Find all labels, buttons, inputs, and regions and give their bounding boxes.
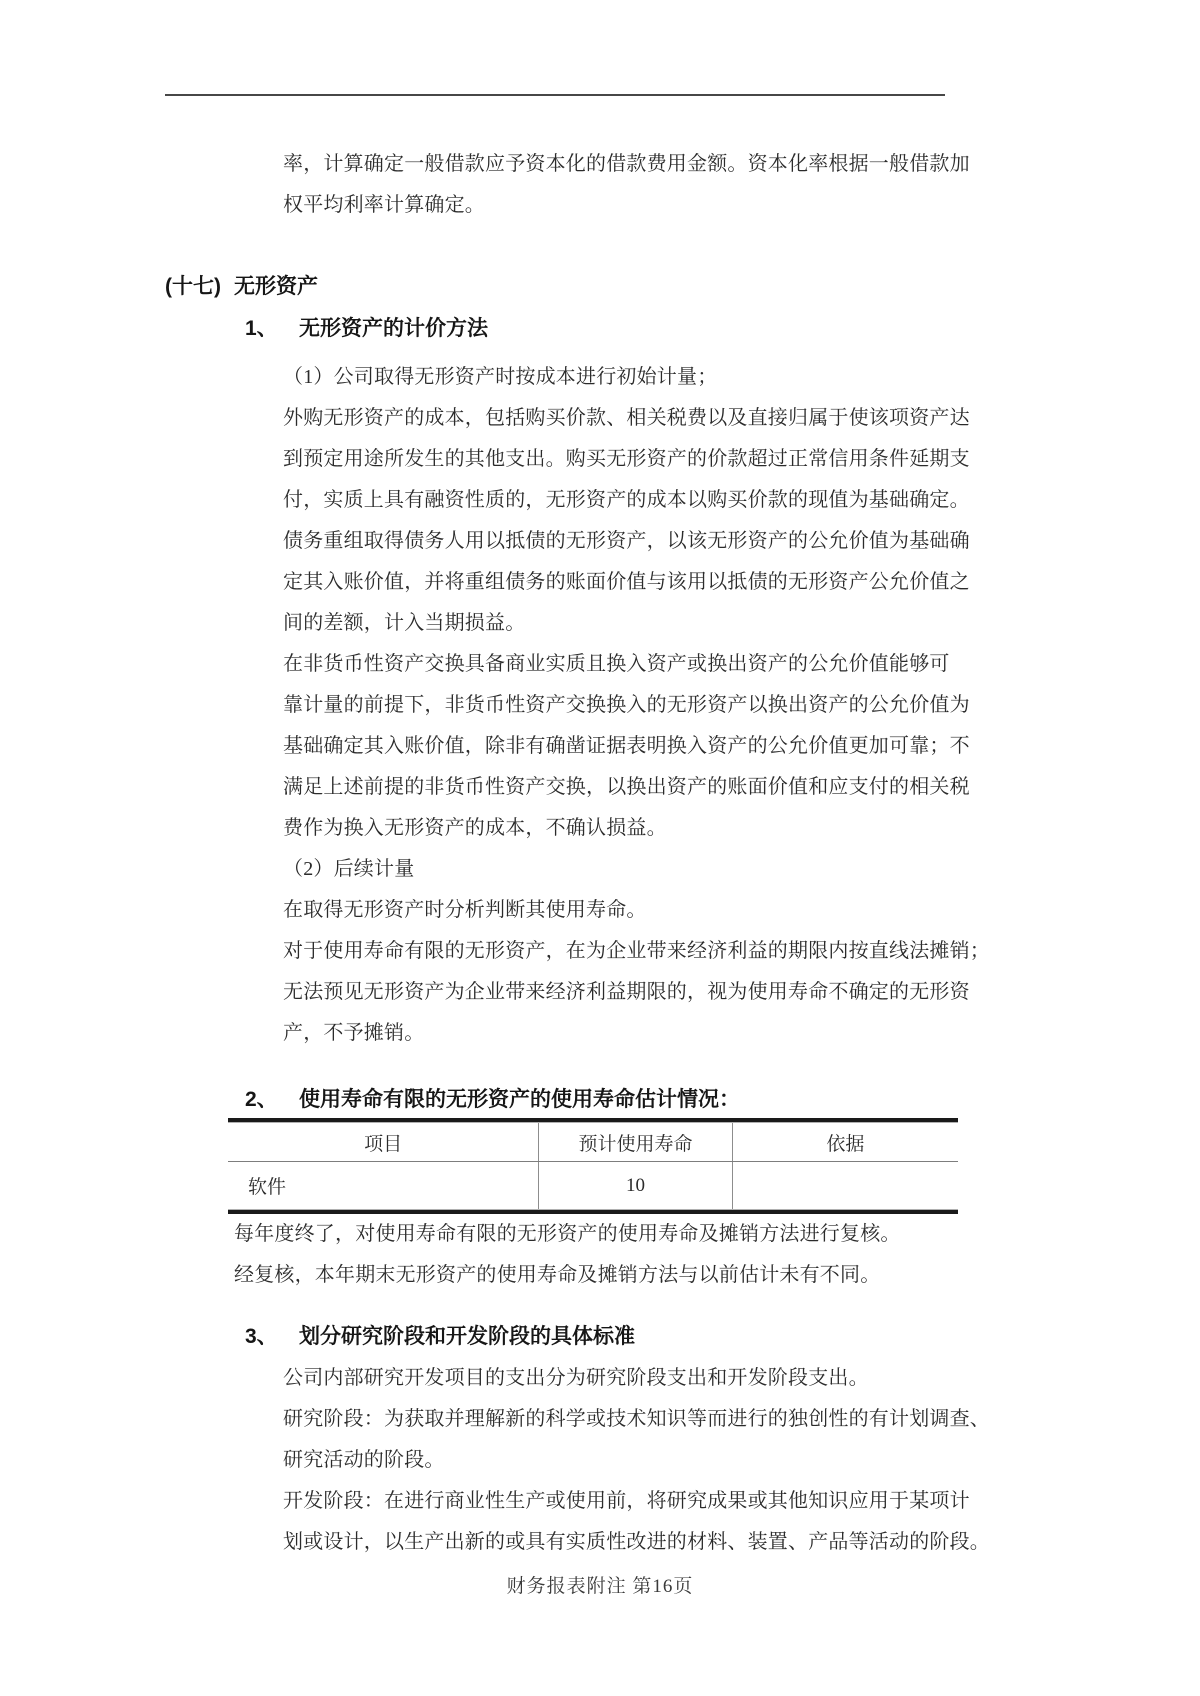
text-line: 研究阶段：为获取并理解新的科学或技术知识等而进行的独创性的有计划调查、 (283, 1408, 990, 1430)
text-line: 无法预见无形资产为企业带来经济利益期限的，视为使用寿命不确定的无形资 (283, 981, 970, 1003)
section-heading (165, 266, 318, 307)
subsection-3-title: 划分研究阶段和开发阶段的具体标准 (299, 1325, 635, 1348)
text-line: 债务重组取得债务人用以抵债的无形资产，以该无形资产的公允价值为基础确 (283, 530, 970, 552)
text-line: 对于使用寿命有限的无形资产，在为企业带来经济利益的期限内按直线法摊销； (283, 940, 990, 962)
table-header-row (228, 1122, 958, 1162)
subsection-2-number: 2、 (245, 1088, 278, 1111)
table-cell-life: 10 (538, 1162, 731, 1209)
subsection-1-heading (245, 308, 488, 349)
section-number: (十七) (165, 275, 221, 298)
page-footer: 财务报表附注 第16页 (506, 1576, 694, 1597)
subsection-1-title: 无形资产的计价方法 (299, 317, 488, 340)
text-line: 公司内部研究开发项目的支出分为研究阶段支出和开发阶段支出。 (283, 1367, 869, 1389)
table-header-item: 项目 (364, 1133, 403, 1155)
subsection-3-paragraph (283, 1358, 990, 1563)
text-line: 率，计算确定一般借款应予资本化的借款费用金额。资本化率根据一般借款加 (283, 153, 970, 175)
section-title: 无形资产 (234, 275, 318, 298)
text-line: 在非货币性资产交换具备商业实质且换入资产或换出资产的公允价值能够可 (283, 653, 950, 675)
text-line: 外购无形资产的成本，包括购买价款、相关税费以及直接归属于使该项资产达 (283, 407, 970, 429)
text-line: 满足上述前提的非货币性资产交换，以换出资产的账面价值和应支付的相关税 (283, 776, 970, 798)
text-line: 付，实质上具有融资性质的，无形资产的成本以购买价款的现值为基础确定。 (283, 489, 970, 511)
text-line: 经复核，本年期末无形资产的使用寿命及摊销方法与以前估计未有不同。 (234, 1264, 881, 1286)
text-line: 基础确定其入账价值，除非有确凿证据表明换入资产的公允价值更加可靠；不 (283, 735, 970, 757)
text-line: 靠计量的前提下，非货币性资产交换换入的无形资产以换出资产的公允价值为 (283, 694, 970, 716)
text-line: （1）公司取得无形资产时按成本进行初始计量； (283, 366, 718, 388)
header-rule (165, 94, 945, 96)
table-cell-item: 软件 (248, 1177, 287, 1198)
text-line: 到预定用途所发生的其他支出。购买无形资产的价款超过正常信用条件延期支 (283, 448, 970, 470)
table-cell-basis (732, 1162, 958, 1209)
intro-paragraph (283, 144, 970, 226)
text-line: 产，不予摊销。 (283, 1022, 425, 1044)
text-line: 定其入账价值，并将重组债务的账面价值与该用以抵债的无形资产公允价值之 (283, 571, 970, 593)
subsection-1-paragraph (283, 357, 990, 1054)
text-line: 每年度终了，对使用寿命有限的无形资产的使用寿命及摊销方法进行复核。 (234, 1223, 901, 1245)
subsection-2-title: 使用寿命有限的无形资产的使用寿命估计情况： (299, 1088, 740, 1111)
text-line: 费作为换入无形资产的成本，不确认损益。 (283, 817, 667, 839)
text-line: 研究活动的阶段。 (283, 1449, 445, 1471)
text-line: 在取得无形资产时分析判断其使用寿命。 (283, 899, 647, 921)
useful-life-table (228, 1118, 958, 1214)
subsection-1-number: 1、 (245, 317, 278, 340)
text-line: （2）后续计量 (283, 858, 415, 880)
subsection-2-paragraph (234, 1214, 901, 1296)
table-header-life: 预计使用寿命 (538, 1123, 731, 1161)
subsection-3-number: 3、 (245, 1325, 278, 1348)
text-line: 权平均利率计算确定。 (283, 194, 485, 216)
text-line: 间的差额，计入当期损益。 (283, 612, 526, 634)
subsection-2-heading (245, 1079, 740, 1120)
table-header-basis: 依据 (732, 1123, 958, 1161)
text-line: 划或设计，以生产出新的或具有实质性改进的材料、装置、产品等活动的阶段。 (283, 1531, 990, 1553)
subsection-3-heading (245, 1316, 635, 1357)
table-row (228, 1162, 958, 1210)
text-line: 开发阶段：在进行商业性生产或使用前，将研究成果或其他知识应用于某项计 (283, 1490, 970, 1512)
